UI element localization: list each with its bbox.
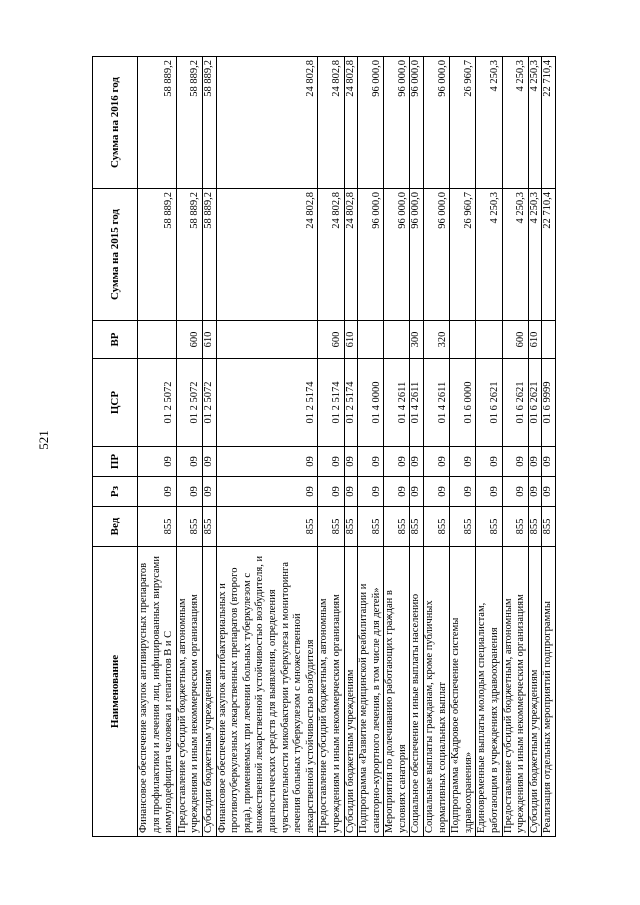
cell-name: Социальные выплаты гражданам, кроме публичных нормативных социальных выплат: [424, 547, 450, 837]
cell-sum-2016: 58 889,2: [138, 57, 177, 189]
cell-csr: 01 6 2621: [476, 359, 502, 447]
cell-vr: [542, 321, 556, 359]
cell-name: Предоставление субсидий бюджетным, автономным учреждениям и иным некоммерческим организациям: [502, 547, 528, 837]
cell-sum-2016: 96 000,0: [358, 57, 384, 189]
cell-sum-2015: 58 889,2: [202, 189, 216, 321]
cell-csr: 01 4 2611: [410, 359, 424, 447]
cell-sum-2016: 24 802,8: [318, 57, 344, 189]
budget-table: [92, 56, 556, 837]
cell-vr: 600: [502, 321, 528, 359]
page-number: 521: [36, 430, 51, 450]
table-row: [138, 57, 177, 837]
cell-name: Субсидии бюджетным учреждениям: [202, 547, 216, 837]
cell-name: Мероприятия по долечиванию работающих граждан в условиях санатория: [384, 547, 410, 837]
col-header-sum-2015: Сумма на 2015 год: [93, 189, 138, 321]
cell-pr: 09: [176, 447, 202, 477]
cell-csr: 01 2 5174: [344, 359, 358, 447]
cell-sum-2016: 26 960,7: [450, 57, 476, 189]
col-header-ved: Вед: [93, 507, 138, 547]
cell-ved: 855: [424, 507, 450, 547]
table-row: [384, 57, 410, 837]
table-body: [138, 57, 556, 837]
cell-name: Подпрограмма «Кадровое обеспечение системы здравоохранения»: [450, 547, 476, 837]
cell-sum-2015: 4 250,3: [528, 189, 542, 321]
cell-pr: 09: [318, 447, 344, 477]
cell-rz: 09: [424, 477, 450, 507]
cell-sum-2015: 22 710,4: [542, 189, 556, 321]
cell-rz: 09: [450, 477, 476, 507]
cell-csr: 01 6 2621: [528, 359, 542, 447]
cell-ved: 855: [384, 507, 410, 547]
cell-pr: 09: [424, 447, 450, 477]
cell-sum-2015: 24 802,8: [318, 189, 344, 321]
cell-ved: 855: [358, 507, 384, 547]
cell-vr: [476, 321, 502, 359]
cell-pr: 09: [450, 447, 476, 477]
cell-pr: 09: [358, 447, 384, 477]
cell-sum-2015: 4 250,3: [502, 189, 528, 321]
table-row: [216, 57, 318, 837]
cell-pr: 09: [528, 447, 542, 477]
cell-csr: 01 2 5072: [202, 359, 216, 447]
cell-pr: 09: [476, 447, 502, 477]
table-row: [528, 57, 542, 837]
cell-vr: 600: [318, 321, 344, 359]
cell-vr: 610: [202, 321, 216, 359]
cell-csr: 01 4 0000: [358, 359, 384, 447]
col-header-csr: ЦСР: [93, 359, 138, 447]
cell-csr: 01 4 2611: [384, 359, 410, 447]
cell-csr: 01 2 5174: [318, 359, 344, 447]
cell-pr: 09: [410, 447, 424, 477]
cell-rz: 09: [344, 477, 358, 507]
cell-csr: 01 6 9999: [542, 359, 556, 447]
cell-rz: 09: [202, 477, 216, 507]
table-row: [176, 57, 202, 837]
cell-pr: 09: [216, 447, 318, 477]
rotated-table-container: [92, 57, 556, 837]
cell-name: Финансовое обеспечение закупок антивирусных препаратов для профилактики и лечения лиц, инфицированных вирусами иммунодефицита человека и гепатитов В и С: [138, 547, 177, 837]
cell-sum-2015: 96 000,0: [410, 189, 424, 321]
cell-rz: 09: [410, 477, 424, 507]
cell-sum-2016: 96 000,0: [384, 57, 410, 189]
cell-rz: 09: [176, 477, 202, 507]
cell-sum-2016: 4 250,3: [476, 57, 502, 189]
cell-sum-2016: 22 710,4: [542, 57, 556, 189]
table-row: [202, 57, 216, 837]
cell-name: Подпрограмма «Развитие медицинской реабилитации и санаторно-курортного лечения, в том числе для детей»: [358, 547, 384, 837]
cell-ved: 855: [410, 507, 424, 547]
cell-csr: 01 6 2621: [502, 359, 528, 447]
cell-sum-2015: 26 960,7: [450, 189, 476, 321]
table-row: [450, 57, 476, 837]
cell-sum-2015: 4 250,3: [476, 189, 502, 321]
cell-name: Единовременные выплаты молодым специалистам, работающим в учреждениях здравоохранения: [476, 547, 502, 837]
cell-ved: 855: [502, 507, 528, 547]
cell-sum-2016: 24 802,8: [344, 57, 358, 189]
cell-csr: 01 6 0000: [450, 359, 476, 447]
cell-sum-2016: 58 889,2: [202, 57, 216, 189]
cell-rz: 09: [384, 477, 410, 507]
cell-sum-2015: 58 889,2: [176, 189, 202, 321]
cell-vr: [138, 321, 177, 359]
cell-ved: 855: [176, 507, 202, 547]
cell-name: Субсидии бюджетным учреждениям: [528, 547, 542, 837]
cell-name: Реализация отдельных мероприятий подпрограммы: [542, 547, 556, 837]
cell-vr: 300: [410, 321, 424, 359]
table-row: [502, 57, 528, 837]
cell-name: Предоставление субсидий бюджетным, автономным учреждениям и иным некоммерческим организациям: [176, 547, 202, 837]
cell-rz: 09: [358, 477, 384, 507]
cell-pr: 09: [202, 447, 216, 477]
cell-sum-2015: 96 000,0: [384, 189, 410, 321]
cell-vr: 610: [528, 321, 542, 359]
cell-vr: 320: [424, 321, 450, 359]
cell-vr: 610: [344, 321, 358, 359]
cell-ved: 855: [202, 507, 216, 547]
cell-ved: 855: [138, 507, 177, 547]
cell-sum-2016: 4 250,3: [502, 57, 528, 189]
cell-ved: 855: [450, 507, 476, 547]
cell-vr: 600: [176, 321, 202, 359]
cell-pr: 09: [384, 447, 410, 477]
cell-sum-2015: 24 802,8: [344, 189, 358, 321]
col-header-rz: Рз: [93, 477, 138, 507]
cell-sum-2015: 24 802,8: [216, 189, 318, 321]
cell-ved: 855: [528, 507, 542, 547]
cell-sum-2015: 96 000,0: [358, 189, 384, 321]
cell-rz: 09: [318, 477, 344, 507]
cell-vr: [384, 321, 410, 359]
cell-ved: 855: [318, 507, 344, 547]
col-header-vr: ВР: [93, 321, 138, 359]
cell-pr: 09: [502, 447, 528, 477]
cell-pr: 09: [542, 447, 556, 477]
table-row: [542, 57, 556, 837]
cell-pr: 09: [138, 447, 177, 477]
cell-pr: 09: [344, 447, 358, 477]
table-header-row: [93, 57, 138, 837]
cell-rz: 09: [476, 477, 502, 507]
cell-ved: 855: [476, 507, 502, 547]
cell-csr: 01 2 5174: [216, 359, 318, 447]
cell-csr: 01 2 5072: [176, 359, 202, 447]
col-header-sum-2016: Сумма на 2016 год: [93, 57, 138, 189]
cell-sum-2016: 58 889,2: [176, 57, 202, 189]
cell-sum-2016: 4 250,3: [528, 57, 542, 189]
cell-sum-2016: 96 000,0: [424, 57, 450, 189]
cell-name: Субсидии бюджетным учреждениям: [344, 547, 358, 837]
cell-name: Предоставление субсидий бюджетным, автономным учреждениям и иным некоммерческим организациям: [318, 547, 344, 837]
table-row: [344, 57, 358, 837]
table-row: [358, 57, 384, 837]
cell-name: Финансовое обеспечение закупок антибактериальных и противотуберкулезных лекарственных препаратов (второго ряда), применяемых при лечении больных туберкулезом с множественной лекарственной устойчивостью возбудителя, и диагностических средств для выявления, определения чувствительности микобактерии туберкулеза и мониторинга лечения больных туберкулезом с множественной лекарственной устойчивостью возбудителя: [216, 547, 318, 837]
cell-rz: 09: [502, 477, 528, 507]
cell-sum-2016: 24 802,8: [216, 57, 318, 189]
cell-vr: [358, 321, 384, 359]
cell-ved: 855: [216, 507, 318, 547]
table-row: [476, 57, 502, 837]
cell-rz: 09: [138, 477, 177, 507]
cell-vr: [450, 321, 476, 359]
table-row: [424, 57, 450, 837]
cell-csr: 01 2 5072: [138, 359, 177, 447]
table-row: [318, 57, 344, 837]
cell-sum-2016: 96 000,0: [410, 57, 424, 189]
cell-ved: 855: [344, 507, 358, 547]
col-header-name: Наименование: [93, 547, 138, 837]
col-header-pr: ПР: [93, 447, 138, 477]
cell-sum-2015: 58 889,2: [138, 189, 177, 321]
cell-csr: 01 4 2611: [424, 359, 450, 447]
cell-rz: 09: [528, 477, 542, 507]
cell-ved: 855: [542, 507, 556, 547]
cell-name: Социальное обеспечение и иные выплаты населению: [410, 547, 424, 837]
cell-rz: 09: [542, 477, 556, 507]
cell-vr: [216, 321, 318, 359]
cell-rz: 09: [216, 477, 318, 507]
cell-sum-2015: 96 000,0: [424, 189, 450, 321]
table-row: [410, 57, 424, 837]
